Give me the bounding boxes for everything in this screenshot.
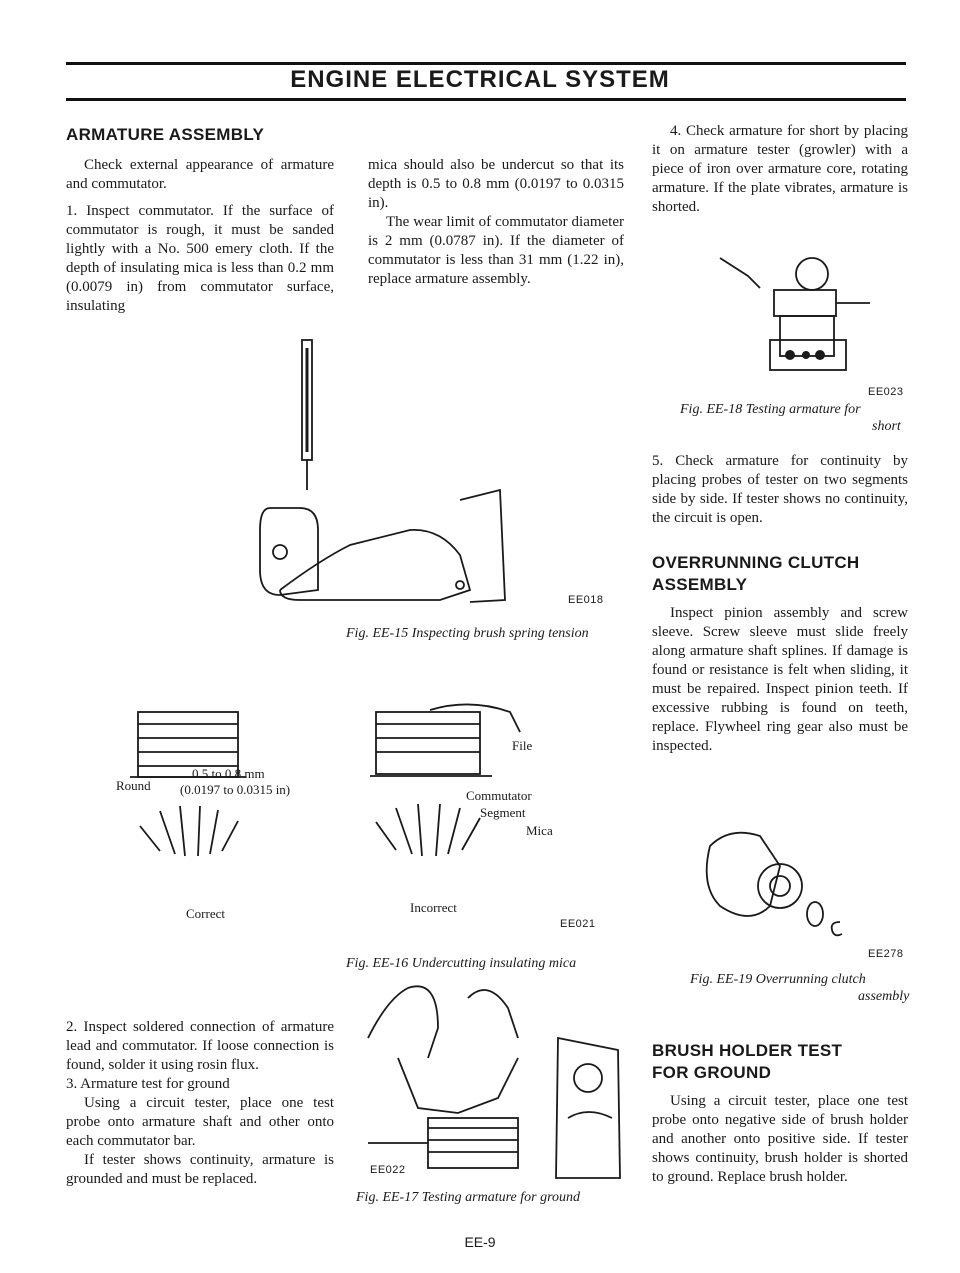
- probe-lead: [468, 990, 518, 1038]
- column-1-top-text: [66, 156, 334, 316]
- paragraph: The wear limit of commutator diameter is 2 mm (0.0787 in). If the diameter of commutator is less than 31 mm (1.22 in), replace armature assembly.: [368, 214, 624, 287]
- figure-code: EE278: [868, 948, 904, 960]
- clutch-body: [707, 833, 780, 916]
- label-segment: Segment: [480, 805, 526, 820]
- figure-code: EE023: [868, 386, 904, 398]
- ground-test-illustration: [368, 978, 628, 1188]
- paragraph: Check external appearance of armature and commutator.: [66, 157, 334, 192]
- paragraph: 1. Inspect commutator. If the surface of commutator is rough, it must be sanded lightly with a No. 500 emery cloth. If the depth of insulating mica is less than 0.2 mm (0.0079 in) from commutator surface, insulating: [66, 203, 334, 314]
- column-3-brush-text: [652, 1092, 908, 1187]
- label-dimension-inch: (0.0197 to 0.0315 in): [180, 782, 291, 797]
- figure-caption: Fig. EE-16 Undercutting insulating mica: [346, 956, 577, 971]
- paragraph: 4. Check armature for short by placing it on armature tester (growler) with a piece of iron over armature core, rotating armature. If the plate vibrates, armature is shorted.: [652, 123, 908, 215]
- section-heading-brush-holder: BRUSH HOLDER TEST FOR GROUND: [652, 1041, 843, 1082]
- column-3-mid-text: [652, 452, 908, 528]
- probe-lead: [368, 986, 438, 1058]
- figure-caption-line-2: short: [872, 419, 901, 434]
- paragraph: 2. Inspect soldered connection of armature lead and commutator. If loose connection is found, solder it using rosin flux.: [66, 1019, 334, 1073]
- label-correct: Correct: [186, 906, 225, 921]
- hands-drawing: [398, 1058, 518, 1113]
- paragraph: Using a circuit tester, place one test probe onto negative side of brush holder and another onto positive side. If tester shows continuity, brush holder is shorted to ground. Replace brush holder.: [652, 1093, 908, 1185]
- figure-caption: Fig. EE-19 Overrunning clutch: [690, 972, 866, 987]
- hand-drawing: [280, 530, 470, 600]
- section-heading-armature: ARMATURE ASSEMBLY: [66, 125, 265, 144]
- cuff-button: [456, 581, 464, 589]
- figure-caption-line-2: assembly: [858, 989, 910, 1004]
- growler-body: [780, 316, 834, 356]
- column-3-clutch-text: [652, 604, 908, 756]
- growler-test-illustration: [720, 248, 890, 376]
- column-1-bottom-text: [66, 1018, 334, 1189]
- commutator-incorrect-illustration: [370, 706, 540, 856]
- stop-ring: [807, 902, 823, 926]
- section-heading-clutch: OVERRUNNING CLUTCH ASSEMBLY: [652, 553, 860, 594]
- column-3-top-text: [652, 122, 908, 217]
- paragraph: 3. Armature test for ground: [66, 1076, 230, 1092]
- label-commutator: Commutator: [466, 788, 532, 803]
- sleeve-cuff: [460, 490, 505, 602]
- label-file: File: [512, 738, 533, 753]
- figure-code: EE022: [370, 1164, 406, 1176]
- figure-caption: Fig. EE-15 Inspecting brush spring tension: [346, 626, 589, 641]
- paragraph: Inspect pinion assembly and screw sleeve. Screw sleeve must slide freely along armature shaft splines. If damage is found or resistance is felt when sliding, it must be repaired. Inspect pinion teeth. If excessive rubbing is found on teeth, replace. Flywheel ring gear also must be inspected.: [652, 605, 908, 754]
- figure-caption: Fig. EE-18 Testing armature for: [680, 402, 861, 417]
- figure-caption: Fig. EE-17 Testing armature for ground: [356, 1190, 581, 1205]
- page-title: ENGINE ELECTRICAL SYSTEM: [290, 66, 670, 93]
- armature-core: [428, 1118, 518, 1168]
- overrunning-clutch-illustration: [690, 826, 860, 946]
- commutator-body: [376, 712, 480, 774]
- hand-drawing: [720, 258, 760, 288]
- motor-housing: [260, 508, 318, 595]
- snap-ring: [832, 922, 842, 935]
- paragraph: Using a circuit tester, place one test probe onto armature shaft and other onto each commutator bar.: [66, 1095, 334, 1149]
- commutator-segments-incorrect: [376, 804, 480, 856]
- commutator-segments-correct: [140, 806, 238, 856]
- tester-dial: [574, 1064, 602, 1092]
- pinion-gear: [758, 864, 802, 908]
- circuit-tester: [556, 1038, 620, 1178]
- housing-bolt: [273, 545, 287, 559]
- header-rule-bottom: [66, 98, 906, 101]
- paragraph: mica should also be undercut so that its depth is 0.5 to 0.8 mm (0.0197 to 0.0315 in).: [368, 157, 624, 211]
- growler-meter: [796, 258, 828, 290]
- armature-on-growler: [774, 290, 836, 316]
- tester-meter: [568, 1112, 612, 1118]
- figure-code: EE018: [568, 594, 604, 606]
- label-mica: Mica: [526, 823, 553, 838]
- figure-code: EE021: [560, 918, 596, 930]
- column-2-top-text: [368, 156, 624, 289]
- label-round: Round: [116, 778, 151, 793]
- label-dimension: 0.5 to 0.8 mm: [192, 766, 265, 781]
- label-incorrect: Incorrect: [410, 900, 457, 915]
- paragraph: 5. Check armature for continuity by placing probes of tester on two segments side by side. If tester shows no continuity, the circuit is open.: [652, 453, 908, 526]
- page-number: EE-9: [464, 1234, 496, 1250]
- header-rule-top: [66, 62, 906, 65]
- file-tool: [430, 704, 520, 732]
- brush-spring-tension-illustration: [240, 340, 540, 610]
- paragraph: If tester shows continuity, armature is grounded and must be replaced.: [66, 1152, 334, 1187]
